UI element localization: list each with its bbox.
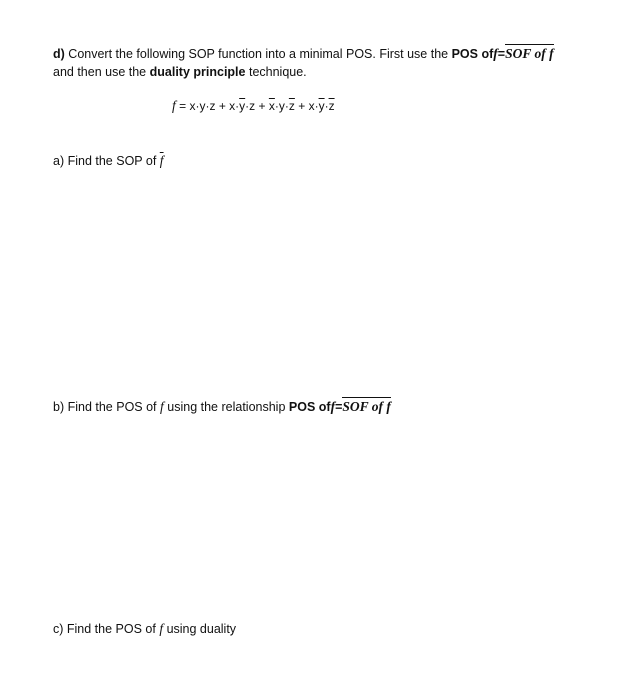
eq-term-1: x·y·z: [189, 99, 216, 113]
part-c: [53, 621, 236, 637]
part-b-f: f: [160, 399, 164, 414]
part-a-f-bar: $\overline{f}$: [159, 153, 164, 168]
duality-principle-text: duality principle: [149, 65, 246, 79]
part-c-f: f: [159, 621, 164, 636]
pos-relation-label: POS of: [451, 47, 494, 61]
part-a: [53, 153, 164, 169]
eq-plus-1: +: [218, 99, 226, 113]
question-line2-end: technique.: [248, 65, 307, 79]
part-a-text: a) Find the SOP of: [53, 154, 157, 168]
relation-rhs: SOF of f: [505, 46, 554, 61]
part-c-text: c) Find the POS of: [53, 622, 156, 636]
question-line-1: [53, 46, 554, 62]
eq-term-4: $x\cdot\overline{y}\cdot\overline{z}$: [308, 99, 335, 113]
part-b-middle: using the relationship: [167, 400, 286, 414]
eq-equals: =: [179, 99, 187, 113]
part-b-pos-label: POS of: [288, 400, 331, 414]
eq-plus-2: +: [258, 99, 266, 113]
question-label: d): [53, 47, 65, 61]
question-line-2: [53, 65, 307, 80]
eq-term-3: $\overline{x}\cdot y\cdot\overline{z}$: [268, 99, 295, 113]
part-c-tail: using duality: [166, 622, 237, 636]
relation-f: f: [493, 46, 498, 61]
part-b-rel-rhs: SOF of f: [342, 399, 391, 414]
eq-term-2: $x\cdot\overline{y}\cdot z$: [229, 99, 256, 113]
part-b-text: b) Find the POS of: [53, 400, 157, 414]
eq-lhs: f: [172, 98, 176, 113]
eq-plus-3: +: [298, 99, 306, 113]
question-line2-start: and then use the: [53, 65, 147, 79]
sop-equation: [172, 98, 335, 114]
relation-equals: =: [497, 47, 506, 61]
question-text: Convert the following SOP function into a minimal POS. First use the: [68, 47, 449, 61]
part-b-rel-f: f: [330, 399, 336, 414]
part-b-rel-equals: =: [335, 400, 343, 414]
part-b: [53, 399, 391, 415]
